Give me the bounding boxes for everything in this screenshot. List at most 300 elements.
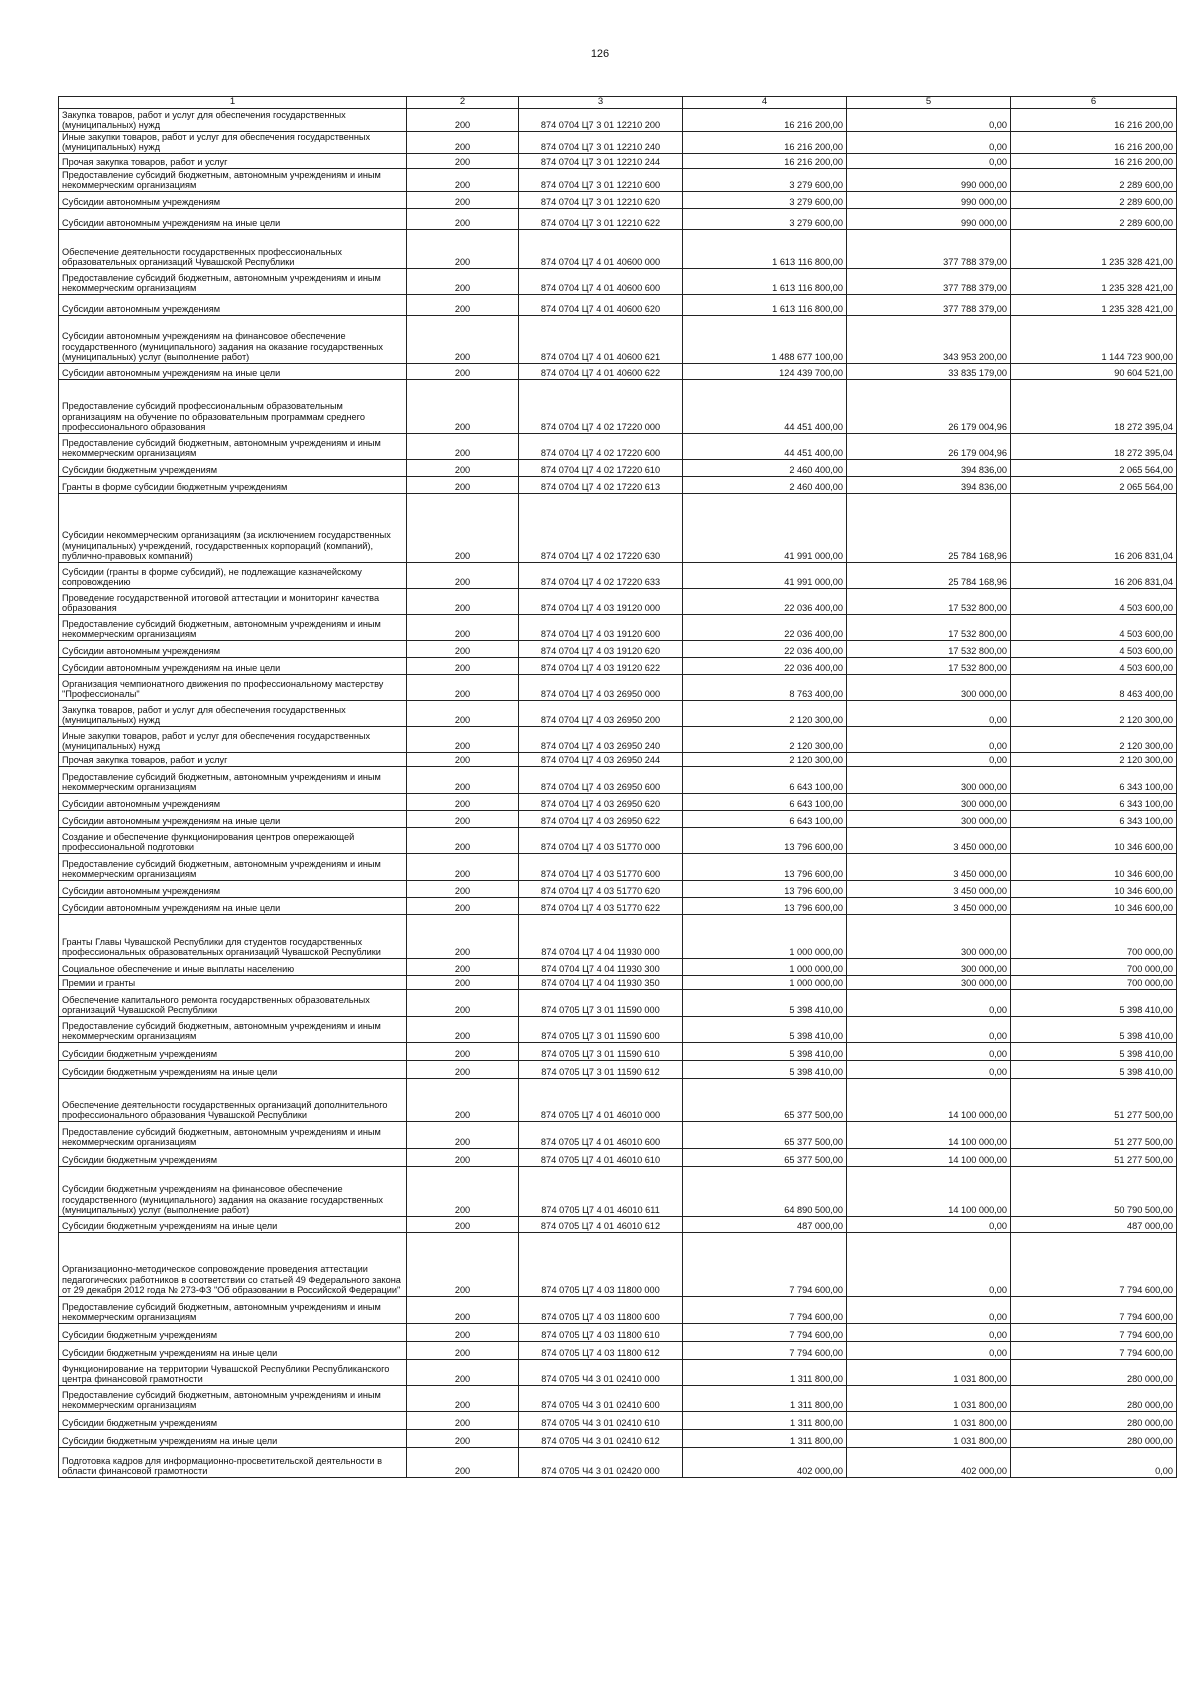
table-row bbox=[59, 1166, 1177, 1216]
row-name-cell: Создание и обеспечение функционирования центров опережающей профессиональной подготовки bbox=[59, 827, 407, 853]
row-sum-federal-cell: 25 784 168,96 bbox=[847, 493, 1011, 562]
row-sum-republic-cell: 51 277 500,00 bbox=[1011, 1121, 1177, 1148]
row-sum-republic-cell: 2 065 564,00 bbox=[1011, 459, 1177, 476]
row-code-cell: 200 bbox=[407, 379, 519, 433]
row-sum-republic-cell: 50 790 500,00 bbox=[1011, 1166, 1177, 1216]
row-name-cell: Субсидии бюджетным учреждениям bbox=[59, 1148, 407, 1166]
row-classification-cell: 874 0705 Ц7 4 03 11800 600 bbox=[519, 1296, 683, 1323]
row-sum-total-cell: 1 000 000,00 bbox=[683, 914, 847, 958]
row-sum-total-cell: 1 613 116 800,00 bbox=[683, 268, 847, 294]
row-sum-republic-cell: 5 398 410,00 bbox=[1011, 1016, 1177, 1042]
row-sum-federal-cell: 1 031 800,00 bbox=[847, 1429, 1011, 1447]
budget-table-body bbox=[59, 97, 1177, 1478]
row-classification-cell: 874 0705 Ч4 3 01 02410 600 bbox=[519, 1385, 683, 1411]
row-classification-cell: 874 0704 Ц7 4 03 51770 622 bbox=[519, 897, 683, 914]
row-sum-total-cell: 5 398 410,00 bbox=[683, 1042, 847, 1060]
row-name-cell: Субсидии бюджетным учреждениям bbox=[59, 1411, 407, 1429]
row-sum-federal-cell: 1 031 800,00 bbox=[847, 1359, 1011, 1385]
column-number: 4 bbox=[683, 97, 847, 109]
row-sum-federal-cell: 300 000,00 bbox=[847, 766, 1011, 793]
row-sum-total-cell: 2 120 300,00 bbox=[683, 726, 847, 752]
row-sum-total-cell: 8 763 400,00 bbox=[683, 674, 847, 700]
row-classification-cell: 874 0704 Ц7 4 01 40600 620 bbox=[519, 294, 683, 315]
table-row bbox=[59, 810, 1177, 827]
row-name-cell: Субсидии автономным учреждениям bbox=[59, 191, 407, 208]
row-name-cell: Обеспечение деятельности государственных организаций дополнительного профессионального образования Чувашской Республики bbox=[59, 1078, 407, 1121]
row-sum-federal-cell: 0,00 bbox=[847, 1060, 1011, 1078]
row-sum-federal-cell: 1 031 800,00 bbox=[847, 1385, 1011, 1411]
row-sum-republic-cell: 2 289 600,00 bbox=[1011, 208, 1177, 229]
table-row bbox=[59, 268, 1177, 294]
column-number-row bbox=[59, 97, 1177, 109]
row-code-cell: 200 bbox=[407, 1323, 519, 1341]
row-sum-total-cell: 2 120 300,00 bbox=[683, 700, 847, 726]
table-row bbox=[59, 853, 1177, 880]
row-sum-total-cell: 7 794 600,00 bbox=[683, 1323, 847, 1341]
row-name-cell: Субсидии автономным учреждениям на иные цели bbox=[59, 208, 407, 229]
row-classification-cell: 874 0704 Ц7 4 03 51770 000 bbox=[519, 827, 683, 853]
row-sum-total-cell: 3 279 600,00 bbox=[683, 191, 847, 208]
row-code-cell: 200 bbox=[407, 229, 519, 268]
row-sum-federal-cell: 0,00 bbox=[847, 153, 1011, 168]
row-name-cell: Организация чемпионатного движения по профессиональному мастерству "Профессионалы" bbox=[59, 674, 407, 700]
table-row bbox=[59, 700, 1177, 726]
table-row bbox=[59, 975, 1177, 989]
row-sum-total-cell: 7 794 600,00 bbox=[683, 1296, 847, 1323]
table-row bbox=[59, 1148, 1177, 1166]
row-code-cell: 200 bbox=[407, 294, 519, 315]
row-name-cell: Предоставление субсидий бюджетным, автономным учреждениям и иным некоммерческим организациям bbox=[59, 433, 407, 459]
row-classification-cell: 874 0704 Ц7 3 01 12210 622 bbox=[519, 208, 683, 229]
row-classification-cell: 874 0705 Ц7 3 01 11590 000 bbox=[519, 989, 683, 1016]
table-row bbox=[59, 897, 1177, 914]
row-sum-republic-cell: 1 235 328 421,00 bbox=[1011, 229, 1177, 268]
row-classification-cell: 874 0705 Ч4 3 01 02410 612 bbox=[519, 1429, 683, 1447]
table-row bbox=[59, 726, 1177, 752]
column-number: 2 bbox=[407, 97, 519, 109]
row-name-cell: Предоставление субсидий бюджетным, автономным учреждениям и иным некоммерческим организациям bbox=[59, 1121, 407, 1148]
row-code-cell: 200 bbox=[407, 674, 519, 700]
row-sum-republic-cell: 2 120 300,00 bbox=[1011, 726, 1177, 752]
table-row bbox=[59, 1216, 1177, 1232]
row-sum-federal-cell: 990 000,00 bbox=[847, 208, 1011, 229]
row-sum-federal-cell: 0,00 bbox=[847, 752, 1011, 766]
row-classification-cell: 874 0704 Ц7 4 01 40600 622 bbox=[519, 363, 683, 379]
row-name-cell: Обеспечение капитального ремонта государственных образовательных организаций Чувашской Республики bbox=[59, 989, 407, 1016]
row-name-cell: Закупка товаров, работ и услуг для обеспечения государственных (муниципальных) нужд bbox=[59, 108, 407, 131]
row-classification-cell: 874 0704 Ц7 4 03 26950 000 bbox=[519, 674, 683, 700]
row-sum-federal-cell: 300 000,00 bbox=[847, 975, 1011, 989]
table-row bbox=[59, 379, 1177, 433]
row-sum-republic-cell: 4 503 600,00 bbox=[1011, 588, 1177, 614]
row-sum-republic-cell: 280 000,00 bbox=[1011, 1385, 1177, 1411]
row-name-cell: Прочая закупка товаров, работ и услуг bbox=[59, 752, 407, 766]
row-sum-republic-cell: 4 503 600,00 bbox=[1011, 640, 1177, 657]
row-code-cell: 200 bbox=[407, 1042, 519, 1060]
row-sum-republic-cell: 2 289 600,00 bbox=[1011, 191, 1177, 208]
table-row bbox=[59, 433, 1177, 459]
row-sum-republic-cell: 16 216 200,00 bbox=[1011, 131, 1177, 153]
table-row bbox=[59, 1078, 1177, 1121]
row-sum-republic-cell: 16 216 200,00 bbox=[1011, 153, 1177, 168]
row-sum-total-cell: 22 036 400,00 bbox=[683, 657, 847, 674]
table-row bbox=[59, 614, 1177, 640]
table-row bbox=[59, 1359, 1177, 1385]
row-sum-federal-cell: 1 031 800,00 bbox=[847, 1411, 1011, 1429]
row-sum-federal-cell: 0,00 bbox=[847, 726, 1011, 752]
row-sum-republic-cell: 2 289 600,00 bbox=[1011, 168, 1177, 191]
row-name-cell: Субсидии бюджетным учреждениям bbox=[59, 1323, 407, 1341]
row-classification-cell: 874 0705 Ц7 4 03 11800 000 bbox=[519, 1232, 683, 1296]
row-sum-federal-cell: 0,00 bbox=[847, 1216, 1011, 1232]
row-classification-cell: 874 0705 Ц7 4 01 46010 612 bbox=[519, 1216, 683, 1232]
row-code-cell: 200 bbox=[407, 752, 519, 766]
row-sum-republic-cell: 2 065 564,00 bbox=[1011, 476, 1177, 493]
row-sum-republic-cell: 6 343 100,00 bbox=[1011, 766, 1177, 793]
row-code-cell: 200 bbox=[407, 493, 519, 562]
row-sum-federal-cell: 0,00 bbox=[847, 1016, 1011, 1042]
row-code-cell: 200 bbox=[407, 880, 519, 897]
row-name-cell: Прочая закупка товаров, работ и услуг bbox=[59, 153, 407, 168]
row-sum-federal-cell: 394 836,00 bbox=[847, 459, 1011, 476]
table-row bbox=[59, 793, 1177, 810]
table-row bbox=[59, 476, 1177, 493]
row-name-cell: Закупка товаров, работ и услуг для обеспечения государственных (муниципальных) нужд bbox=[59, 700, 407, 726]
table-row bbox=[59, 168, 1177, 191]
table-row bbox=[59, 1341, 1177, 1359]
row-sum-republic-cell: 700 000,00 bbox=[1011, 914, 1177, 958]
row-name-cell: Субсидии автономным учреждениям bbox=[59, 294, 407, 315]
table-row bbox=[59, 880, 1177, 897]
row-classification-cell: 874 0704 Ц7 4 01 40600 600 bbox=[519, 268, 683, 294]
row-name-cell: Проведение государственной итоговой аттестации и мониторинг качества образования bbox=[59, 588, 407, 614]
row-sum-federal-cell: 0,00 bbox=[847, 1341, 1011, 1359]
table-row bbox=[59, 208, 1177, 229]
row-name-cell: Субсидии бюджетным учреждениям bbox=[59, 459, 407, 476]
row-classification-cell: 874 0704 Ц7 4 01 40600 000 bbox=[519, 229, 683, 268]
row-sum-federal-cell: 300 000,00 bbox=[847, 914, 1011, 958]
row-classification-cell: 874 0704 Ц7 3 01 12210 620 bbox=[519, 191, 683, 208]
row-sum-total-cell: 22 036 400,00 bbox=[683, 614, 847, 640]
row-code-cell: 200 bbox=[407, 827, 519, 853]
row-sum-federal-cell: 0,00 bbox=[847, 1232, 1011, 1296]
row-classification-cell: 874 0704 Ц7 4 01 40600 621 bbox=[519, 315, 683, 363]
row-classification-cell: 874 0704 Ц7 4 03 26950 200 bbox=[519, 700, 683, 726]
row-sum-federal-cell: 300 000,00 bbox=[847, 793, 1011, 810]
row-name-cell: Обеспечение деятельности государственных профессиональных образовательных организаций Чувашской Республики bbox=[59, 229, 407, 268]
row-classification-cell: 874 0704 Ц7 3 01 12210 240 bbox=[519, 131, 683, 153]
row-sum-federal-cell: 14 100 000,00 bbox=[847, 1078, 1011, 1121]
row-sum-republic-cell: 700 000,00 bbox=[1011, 958, 1177, 975]
table-row bbox=[59, 315, 1177, 363]
row-name-cell: Социальное обеспечение и иные выплаты населению bbox=[59, 958, 407, 975]
row-name-cell: Иные закупки товаров, работ и услуг для обеспечения государственных (муниципальных) нужд bbox=[59, 726, 407, 752]
row-sum-republic-cell: 280 000,00 bbox=[1011, 1429, 1177, 1447]
row-sum-republic-cell: 51 277 500,00 bbox=[1011, 1078, 1177, 1121]
row-sum-federal-cell: 33 835 179,00 bbox=[847, 363, 1011, 379]
column-number: 3 bbox=[519, 97, 683, 109]
row-name-cell: Предоставление субсидий бюджетным, автономным учреждениям и иным некоммерческим организациям bbox=[59, 268, 407, 294]
row-sum-total-cell: 1 000 000,00 bbox=[683, 975, 847, 989]
row-name-cell: Предоставление субсидий бюджетным, автономным учреждениям и иным некоммерческим организациям bbox=[59, 614, 407, 640]
table-row bbox=[59, 1016, 1177, 1042]
row-sum-total-cell: 22 036 400,00 bbox=[683, 640, 847, 657]
row-code-cell: 200 bbox=[407, 153, 519, 168]
row-sum-federal-cell: 300 000,00 bbox=[847, 958, 1011, 975]
table-row bbox=[59, 989, 1177, 1016]
row-code-cell: 200 bbox=[407, 614, 519, 640]
row-classification-cell: 874 0704 Ц7 4 03 51770 620 bbox=[519, 880, 683, 897]
row-sum-federal-cell: 25 784 168,96 bbox=[847, 562, 1011, 588]
row-sum-republic-cell: 51 277 500,00 bbox=[1011, 1148, 1177, 1166]
row-sum-total-cell: 16 216 200,00 bbox=[683, 131, 847, 153]
table-row bbox=[59, 958, 1177, 975]
row-code-cell: 200 bbox=[407, 1016, 519, 1042]
row-code-cell: 200 bbox=[407, 766, 519, 793]
row-sum-total-cell: 2 460 400,00 bbox=[683, 459, 847, 476]
row-sum-total-cell: 1 311 800,00 bbox=[683, 1429, 847, 1447]
table-row bbox=[59, 752, 1177, 766]
row-code-cell: 200 bbox=[407, 588, 519, 614]
row-sum-republic-cell: 280 000,00 bbox=[1011, 1411, 1177, 1429]
row-classification-cell: 874 0704 Ц7 4 03 19120 600 bbox=[519, 614, 683, 640]
table-row bbox=[59, 1429, 1177, 1447]
budget-table bbox=[58, 96, 1177, 1478]
row-sum-total-cell: 1 311 800,00 bbox=[683, 1359, 847, 1385]
table-row bbox=[59, 1042, 1177, 1060]
table-row bbox=[59, 674, 1177, 700]
row-classification-cell: 874 0704 Ц7 3 01 12210 200 bbox=[519, 108, 683, 131]
row-sum-total-cell: 3 279 600,00 bbox=[683, 168, 847, 191]
row-sum-total-cell: 5 398 410,00 bbox=[683, 989, 847, 1016]
row-classification-cell: 874 0704 Ц7 4 03 26950 244 bbox=[519, 752, 683, 766]
row-code-cell: 200 bbox=[407, 208, 519, 229]
row-classification-cell: 874 0704 Ц7 4 03 26950 240 bbox=[519, 726, 683, 752]
row-name-cell: Субсидии бюджетным учреждениям bbox=[59, 1042, 407, 1060]
row-classification-cell: 874 0704 Ц7 4 04 11930 000 bbox=[519, 914, 683, 958]
row-sum-republic-cell: 2 120 300,00 bbox=[1011, 700, 1177, 726]
table-row bbox=[59, 914, 1177, 958]
row-classification-cell: 874 0705 Ч4 3 01 02420 000 bbox=[519, 1447, 683, 1477]
row-name-cell: Предоставление субсидий бюджетным, автономным учреждениям и иным некоммерческим организациям bbox=[59, 1296, 407, 1323]
row-sum-federal-cell: 0,00 bbox=[847, 108, 1011, 131]
row-classification-cell: 874 0705 Ц7 4 01 46010 610 bbox=[519, 1148, 683, 1166]
row-classification-cell: 874 0704 Ц7 4 03 19120 622 bbox=[519, 657, 683, 674]
row-sum-republic-cell: 5 398 410,00 bbox=[1011, 989, 1177, 1016]
table-row bbox=[59, 363, 1177, 379]
row-name-cell: Предоставление субсидий бюджетным, автономным учреждениям и иным некоммерческим организациям bbox=[59, 853, 407, 880]
row-name-cell: Субсидии автономным учреждениям на иные цели bbox=[59, 657, 407, 674]
row-sum-federal-cell: 0,00 bbox=[847, 1323, 1011, 1341]
row-sum-federal-cell: 343 953 200,00 bbox=[847, 315, 1011, 363]
row-sum-total-cell: 487 000,00 bbox=[683, 1216, 847, 1232]
row-sum-republic-cell: 16 216 200,00 bbox=[1011, 108, 1177, 131]
row-sum-republic-cell: 1 235 328 421,00 bbox=[1011, 268, 1177, 294]
row-sum-federal-cell: 990 000,00 bbox=[847, 168, 1011, 191]
row-sum-republic-cell: 8 463 400,00 bbox=[1011, 674, 1177, 700]
row-name-cell: Субсидии бюджетным учреждениям на иные цели bbox=[59, 1429, 407, 1447]
row-sum-total-cell: 22 036 400,00 bbox=[683, 588, 847, 614]
row-sum-federal-cell: 3 450 000,00 bbox=[847, 880, 1011, 897]
row-name-cell: Иные закупки товаров, работ и услуг для обеспечения государственных (муниципальных) нужд bbox=[59, 131, 407, 153]
column-number: 6 bbox=[1011, 97, 1177, 109]
table-row bbox=[59, 294, 1177, 315]
row-sum-total-cell: 5 398 410,00 bbox=[683, 1016, 847, 1042]
row-classification-cell: 874 0705 Ц7 4 01 46010 611 bbox=[519, 1166, 683, 1216]
row-name-cell: Гранты Главы Чувашской Республики для студентов государственных профессиональных образовательных организаций Чувашской Республики bbox=[59, 914, 407, 958]
row-code-cell: 200 bbox=[407, 459, 519, 476]
row-classification-cell: 874 0704 Ц7 4 03 26950 620 bbox=[519, 793, 683, 810]
table-row bbox=[59, 1385, 1177, 1411]
row-sum-federal-cell: 26 179 004,96 bbox=[847, 433, 1011, 459]
row-code-cell: 200 bbox=[407, 315, 519, 363]
row-sum-federal-cell: 377 788 379,00 bbox=[847, 229, 1011, 268]
row-sum-federal-cell: 990 000,00 bbox=[847, 191, 1011, 208]
row-code-cell: 200 bbox=[407, 1148, 519, 1166]
row-sum-total-cell: 7 794 600,00 bbox=[683, 1232, 847, 1296]
row-code-cell: 200 bbox=[407, 1078, 519, 1121]
table-row bbox=[59, 493, 1177, 562]
row-code-cell: 200 bbox=[407, 1359, 519, 1385]
row-sum-federal-cell: 0,00 bbox=[847, 1042, 1011, 1060]
row-code-cell: 200 bbox=[407, 640, 519, 657]
row-sum-republic-cell: 5 398 410,00 bbox=[1011, 1042, 1177, 1060]
row-code-cell: 200 bbox=[407, 1121, 519, 1148]
row-code-cell: 200 bbox=[407, 168, 519, 191]
row-sum-federal-cell: 0,00 bbox=[847, 989, 1011, 1016]
row-classification-cell: 874 0705 Ц7 3 01 11590 600 bbox=[519, 1016, 683, 1042]
row-code-cell: 200 bbox=[407, 853, 519, 880]
row-sum-republic-cell: 6 343 100,00 bbox=[1011, 793, 1177, 810]
row-code-cell: 200 bbox=[407, 793, 519, 810]
row-name-cell: Субсидии бюджетным учреждениям на иные цели bbox=[59, 1341, 407, 1359]
row-code-cell: 200 bbox=[407, 268, 519, 294]
row-sum-republic-cell: 700 000,00 bbox=[1011, 975, 1177, 989]
row-code-cell: 200 bbox=[407, 810, 519, 827]
row-sum-federal-cell: 14 100 000,00 bbox=[847, 1166, 1011, 1216]
table-row bbox=[59, 1232, 1177, 1296]
table-row bbox=[59, 131, 1177, 153]
row-name-cell: Субсидии бюджетным учреждениям на финансовое обеспечение государственного (муниципального) задания на оказание государственных (муниципальных) услуг (выполнение работ) bbox=[59, 1166, 407, 1216]
row-classification-cell: 874 0704 Ц7 4 03 51770 600 bbox=[519, 853, 683, 880]
row-sum-federal-cell: 0,00 bbox=[847, 1296, 1011, 1323]
row-classification-cell: 874 0704 Ц7 4 03 26950 622 bbox=[519, 810, 683, 827]
table-row bbox=[59, 459, 1177, 476]
table-row bbox=[59, 1411, 1177, 1429]
row-sum-republic-cell: 16 206 831,04 bbox=[1011, 562, 1177, 588]
row-sum-total-cell: 1 000 000,00 bbox=[683, 958, 847, 975]
row-name-cell: Подготовка кадров для информационно-просветительской деятельности в области финансовой грамотности bbox=[59, 1447, 407, 1477]
row-classification-cell: 874 0704 Ц7 4 02 17220 000 bbox=[519, 379, 683, 433]
column-number: 1 bbox=[59, 97, 407, 109]
row-code-cell: 200 bbox=[407, 1447, 519, 1477]
row-code-cell: 200 bbox=[407, 131, 519, 153]
row-sum-federal-cell: 0,00 bbox=[847, 131, 1011, 153]
row-sum-republic-cell: 18 272 395,04 bbox=[1011, 433, 1177, 459]
row-sum-total-cell: 6 643 100,00 bbox=[683, 766, 847, 793]
table-row bbox=[59, 657, 1177, 674]
row-sum-republic-cell: 487 000,00 bbox=[1011, 1216, 1177, 1232]
row-sum-federal-cell: 17 532 800,00 bbox=[847, 588, 1011, 614]
row-name-cell: Субсидии автономным учреждениям на финансовое обеспечение государственного (муниципального) задания на оказание государственных (муниципальных) услуг (выполнение работ) bbox=[59, 315, 407, 363]
table-row bbox=[59, 1323, 1177, 1341]
row-classification-cell: 874 0704 Ц7 3 01 12210 600 bbox=[519, 168, 683, 191]
row-classification-cell: 874 0705 Ч4 3 01 02410 000 bbox=[519, 1359, 683, 1385]
row-classification-cell: 874 0705 Ц7 4 01 46010 600 bbox=[519, 1121, 683, 1148]
row-code-cell: 200 bbox=[407, 1060, 519, 1078]
row-sum-total-cell: 64 890 500,00 bbox=[683, 1166, 847, 1216]
row-code-cell: 200 bbox=[407, 1232, 519, 1296]
row-name-cell: Субсидии автономным учреждениям bbox=[59, 640, 407, 657]
row-classification-cell: 874 0704 Ц7 4 02 17220 630 bbox=[519, 493, 683, 562]
row-sum-total-cell: 1 613 116 800,00 bbox=[683, 229, 847, 268]
row-sum-federal-cell: 377 788 379,00 bbox=[847, 294, 1011, 315]
row-name-cell: Субсидии бюджетным учреждениям на иные цели bbox=[59, 1060, 407, 1078]
row-sum-republic-cell: 7 794 600,00 bbox=[1011, 1232, 1177, 1296]
row-sum-total-cell: 1 311 800,00 bbox=[683, 1385, 847, 1411]
row-sum-republic-cell: 16 206 831,04 bbox=[1011, 493, 1177, 562]
row-code-cell: 200 bbox=[407, 914, 519, 958]
table-row bbox=[59, 108, 1177, 131]
table-row bbox=[59, 191, 1177, 208]
row-classification-cell: 874 0704 Ц7 4 02 17220 600 bbox=[519, 433, 683, 459]
row-sum-federal-cell: 14 100 000,00 bbox=[847, 1121, 1011, 1148]
row-sum-federal-cell: 402 000,00 bbox=[847, 1447, 1011, 1477]
row-code-cell: 200 bbox=[407, 989, 519, 1016]
row-code-cell: 200 bbox=[407, 975, 519, 989]
row-name-cell: Функционирование на территории Чувашской Республики Республиканского центра финансовой грамотности bbox=[59, 1359, 407, 1385]
row-name-cell: Субсидии автономным учреждениям на иные цели bbox=[59, 810, 407, 827]
row-sum-federal-cell: 3 450 000,00 bbox=[847, 827, 1011, 853]
row-sum-republic-cell: 10 346 600,00 bbox=[1011, 827, 1177, 853]
row-sum-total-cell: 1 488 677 100,00 bbox=[683, 315, 847, 363]
row-sum-republic-cell: 0,00 bbox=[1011, 1447, 1177, 1477]
row-sum-total-cell: 13 796 600,00 bbox=[683, 853, 847, 880]
row-sum-total-cell: 1 613 116 800,00 bbox=[683, 294, 847, 315]
row-sum-republic-cell: 5 398 410,00 bbox=[1011, 1060, 1177, 1078]
row-code-cell: 200 bbox=[407, 1296, 519, 1323]
row-code-cell: 200 bbox=[407, 433, 519, 459]
row-classification-cell: 874 0704 Ц7 4 03 26950 600 bbox=[519, 766, 683, 793]
row-sum-total-cell: 41 991 000,00 bbox=[683, 562, 847, 588]
row-name-cell: Предоставление субсидий бюджетным, автономным учреждениям и иным некоммерческим организациям bbox=[59, 168, 407, 191]
row-classification-cell: 874 0704 Ц7 4 04 11930 300 bbox=[519, 958, 683, 975]
row-code-cell: 200 bbox=[407, 1166, 519, 1216]
row-classification-cell: 874 0704 Ц7 4 02 17220 610 bbox=[519, 459, 683, 476]
row-sum-total-cell: 3 279 600,00 bbox=[683, 208, 847, 229]
row-code-cell: 200 bbox=[407, 1385, 519, 1411]
row-name-cell: Субсидии автономным учреждениям bbox=[59, 793, 407, 810]
row-sum-total-cell: 7 794 600,00 bbox=[683, 1341, 847, 1359]
row-sum-total-cell: 13 796 600,00 bbox=[683, 897, 847, 914]
table-row bbox=[59, 229, 1177, 268]
row-sum-total-cell: 65 377 500,00 bbox=[683, 1078, 847, 1121]
column-number: 5 bbox=[847, 97, 1011, 109]
row-sum-federal-cell: 300 000,00 bbox=[847, 810, 1011, 827]
row-sum-total-cell: 13 796 600,00 bbox=[683, 880, 847, 897]
table-row bbox=[59, 1447, 1177, 1477]
row-sum-total-cell: 65 377 500,00 bbox=[683, 1148, 847, 1166]
table-row bbox=[59, 640, 1177, 657]
row-sum-republic-cell: 4 503 600,00 bbox=[1011, 614, 1177, 640]
row-sum-federal-cell: 17 532 800,00 bbox=[847, 657, 1011, 674]
row-classification-cell: 874 0705 Ц7 3 01 11590 612 bbox=[519, 1060, 683, 1078]
row-sum-total-cell: 402 000,00 bbox=[683, 1447, 847, 1477]
row-sum-republic-cell: 280 000,00 bbox=[1011, 1359, 1177, 1385]
row-name-cell: Организационно-методическое сопровождение проведения аттестации педагогических работников в соответствии со статьей 49 Федерального закона от 29 декабря 2012 года № 273-ФЗ "Об образовании в Российской Федерации" bbox=[59, 1232, 407, 1296]
row-sum-republic-cell: 4 503 600,00 bbox=[1011, 657, 1177, 674]
row-sum-federal-cell: 26 179 004,96 bbox=[847, 379, 1011, 433]
